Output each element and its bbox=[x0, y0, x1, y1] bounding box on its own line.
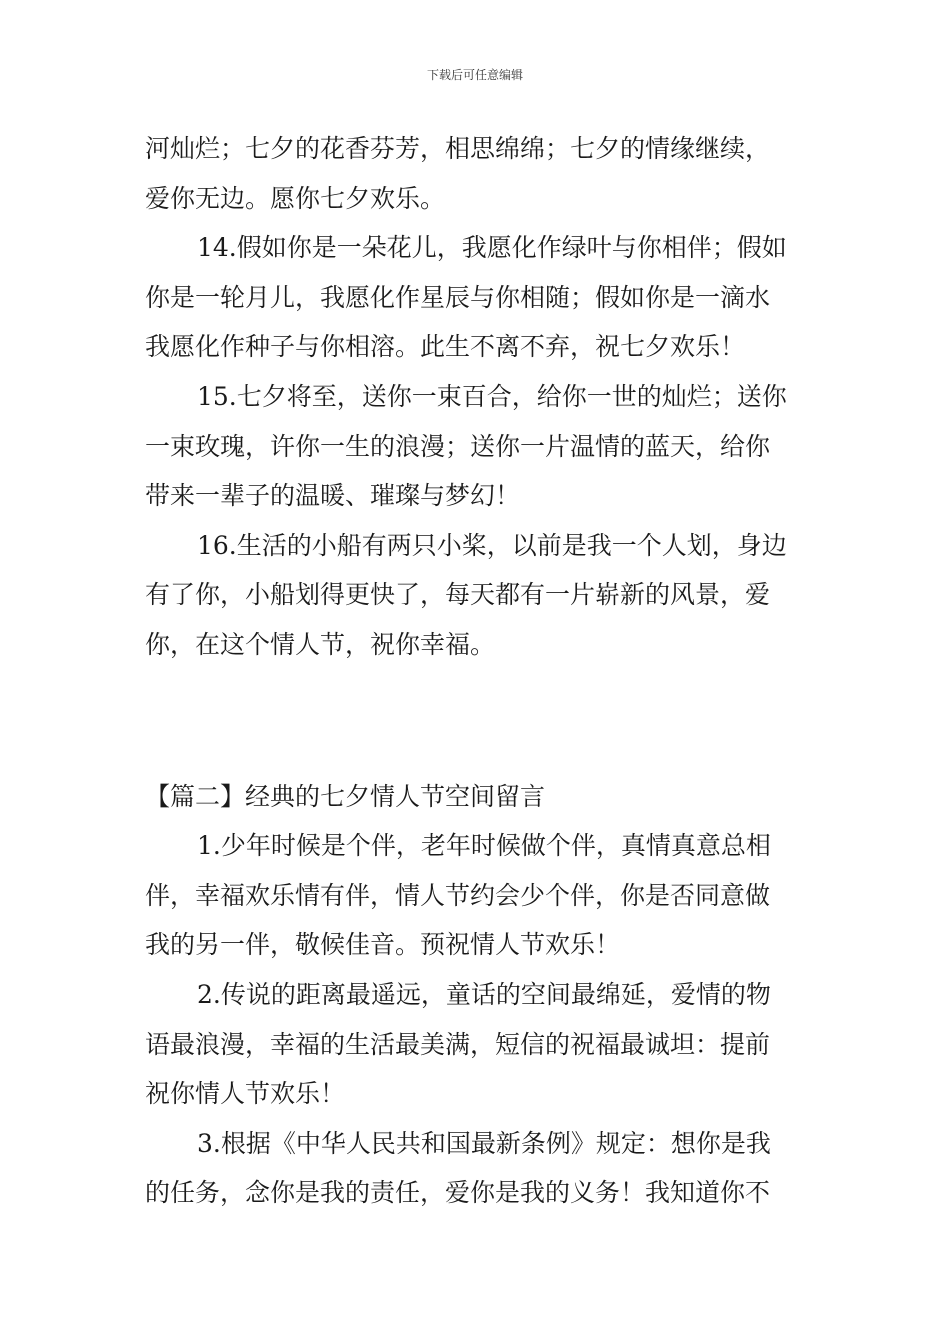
paragraph-line: 你，在这个情人节，祝你幸福。 bbox=[145, 629, 496, 659]
list-item-16 bbox=[145, 521, 807, 670]
paragraph-line: 我愿化作种子与你相溶。此生不离不弃，祝七夕欢乐！ bbox=[145, 332, 746, 362]
paragraph-line: 14.假如你是一朵花儿，我愿化作绿叶与你相伴；假如 bbox=[197, 233, 787, 263]
list-item-14 bbox=[145, 223, 807, 372]
paragraph-line: 1.少年时候是个伴，老年时候做个伴，真情真意总相 bbox=[197, 831, 771, 861]
paragraph-line: 我的另一伴，敬候佳音。预祝情人节欢乐！ bbox=[145, 930, 621, 960]
paragraph-line: 3.根据《中华人民共和国最新条例》规定：想你是我 bbox=[197, 1128, 771, 1158]
paragraph-line: 你是一轮月儿，我愿化作星辰与你相随；假如你是一滴水 bbox=[145, 282, 771, 312]
section-title: 【篇二】经典的七夕情人节空间留言 bbox=[145, 781, 546, 811]
list-item-3 bbox=[145, 1119, 807, 1218]
page-header: 下载后可任意编辑 bbox=[426, 68, 523, 82]
document-body bbox=[145, 124, 807, 1218]
paragraph-line: 语最浪漫，幸福的生活最美满，短信的祝福最诚坦：提前 bbox=[145, 1029, 771, 1059]
paragraph-line: 有了你，小船划得更快了，每天都有一片崭新的风景，爱 bbox=[145, 580, 771, 610]
paragraph-line: 2.传说的距离最遥远，童话的空间最绵延，爱情的物 bbox=[197, 979, 771, 1009]
paragraph-line: 河灿烂；七夕的花香芬芳，相思绵绵；七夕的情缘继续， bbox=[145, 134, 771, 163]
paragraph-line: 的任务，念你是我的责任，爱你是我的义务！我知道你不 bbox=[145, 1178, 771, 1208]
paragraph-line: 15.七夕将至，送你一束百合，给你一世的灿烂；送你 bbox=[197, 381, 787, 411]
list-item-15 bbox=[145, 372, 807, 521]
paragraph-line: 爱你无边。愿你七夕欢乐。 bbox=[145, 183, 446, 213]
paragraph-line: 16.生活的小船有两只小桨，以前是我一个人划，身边 bbox=[197, 530, 787, 560]
list-item-2 bbox=[145, 970, 807, 1119]
paragraph-line: 祝你情人节欢乐！ bbox=[145, 1079, 346, 1109]
paragraph-line: 带来一辈子的温暖、璀璨与梦幻！ bbox=[145, 481, 521, 511]
section-spacer bbox=[145, 670, 807, 772]
paragraph-line: 伴，幸福欢乐情有伴，情人节约会少个伴，你是否同意做 bbox=[145, 880, 771, 910]
list-item-1 bbox=[145, 821, 807, 970]
paragraph-line: 一束玫瑰，许你一生的浪漫；送你一片温情的蓝天，给你 bbox=[145, 431, 771, 461]
